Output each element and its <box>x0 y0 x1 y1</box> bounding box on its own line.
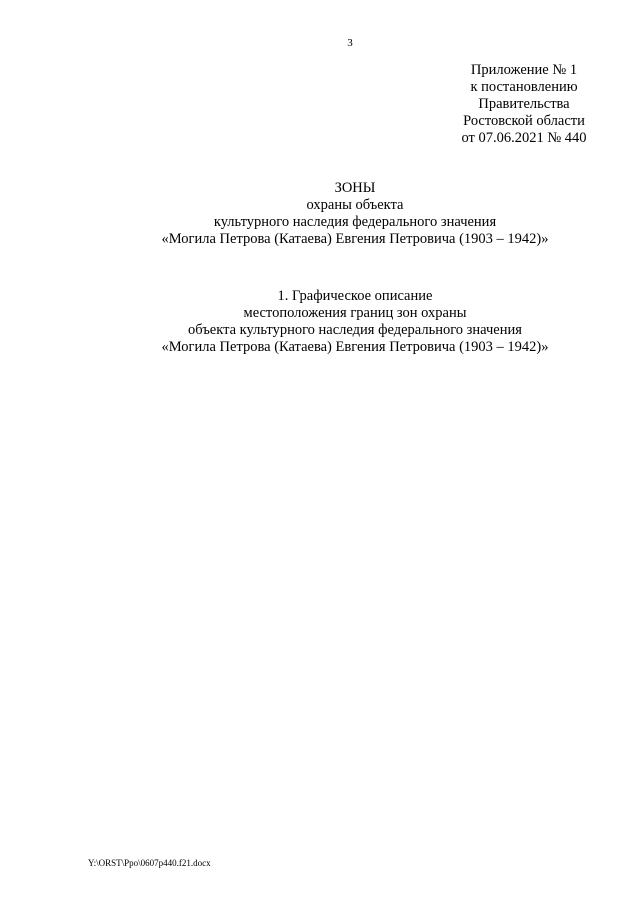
section-line: местоположения границ зон охраны <box>243 305 467 321</box>
title-heading: ЗОНЫ <box>334 180 376 196</box>
title-line: охраны объекта <box>306 197 404 213</box>
title-line: «Могила Петрова (Катаева) Евгения Петровича (1903 – 1942)» <box>161 231 549 247</box>
appendix-line: Правительства <box>478 96 570 112</box>
appendix-line: к постановлению <box>470 79 578 95</box>
appendix-line: Приложение № 1 <box>470 62 578 78</box>
section-title: 1. Графическое описание <box>277 288 433 304</box>
section-line: «Могила Петрова (Катаева) Евгения Петровича (1903 – 1942)» <box>161 339 549 355</box>
document-title <box>0 180 640 248</box>
appendix-line: от 07.06.2021 № 440 <box>461 130 587 146</box>
appendix-reference <box>444 62 604 147</box>
footer-file-path: Y:\ORST\Ppo\0607p440.f21.docx <box>88 858 211 868</box>
section-line: объекта культурного наследия федерального значения <box>188 322 522 338</box>
title-line: культурного наследия федерального значения <box>213 214 497 230</box>
page-number: 3 <box>347 37 353 49</box>
section-heading <box>0 288 640 356</box>
appendix-line: Ростовской области <box>463 113 585 129</box>
